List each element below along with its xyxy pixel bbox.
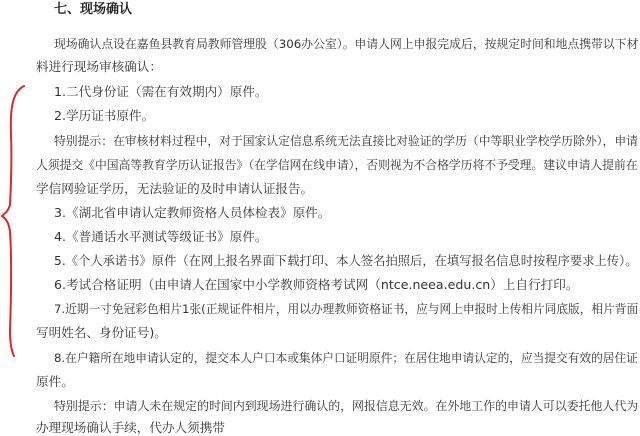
item-8-line-1: 8.在户籍所在地申请认定的，提交本人户口本或集体户口证明原件；在居住地申请认定的，应当提交有效的居住证 [54,351,638,365]
section-heading: 七、现场确认 [54,2,133,17]
item-3: 3.《湖北省申请认定教师资格人员体检表》原件。 [54,205,331,220]
item-8-line-2: 原件。 [36,374,74,389]
item-7-line-1: 7.近期一寸免冠彩色相片1张(正规证件相片，用以办理教师资格证书，应与网上申报时上传相片同底版，相片背面 [54,302,639,316]
bracket-stroke [2,86,24,356]
special-tip-1-line-2: 人须提交《中国高等教育学历认证报告》（在学信网在线申请），否则视为不合格学历将不予受理。建议申请人提前在 [36,158,638,172]
item-6: 6.考试合格证明（由申请人在国家中小学教师资格考试网（ntce.neea.edu.cn）上自行打印。 [54,277,579,292]
item-2: 2.学历证书原件。 [54,108,155,123]
special-tip-2-line-1: 特别提示：申请人未在规定的时间内到现场进行确认的，网报信息无效。在外地工作的申请人可以委托他人代为 [54,399,639,413]
item-5: 5.《个人承诺书》原件（在网上报名界面下载打印、本人签名拍照后，在填写报名信息时按程序要求上传）。 [54,254,638,268]
item-7-line-2: 写明姓名、身份证号)。 [36,325,167,340]
special-tip-1-line-3: 学信网验证学历，无法验证的及时申请认证报告。 [36,181,314,196]
special-tip-1-line-1: 特别提示：在审核材料过程中，对于国家认定信息系统无法直接比对验证的学历（中等职业学校学历除外），申请 [54,134,638,148]
item-1: 1.二代身份证（需在有效期内）原件。 [54,84,268,99]
item-4: 4.《普通话水平测试等级证书》原件。 [54,229,268,244]
intro-line-2: 料进行现场审核确认： [36,59,162,74]
intro-line-1: 现场确认点设在嘉鱼县教育局教师管理股（306办公室）。申请人网上申报完成后，按规定时间和地点携带以下材 [54,37,639,51]
special-tip-2-line-2: 办理现场确认手续，代办人须携带 [36,420,225,435]
